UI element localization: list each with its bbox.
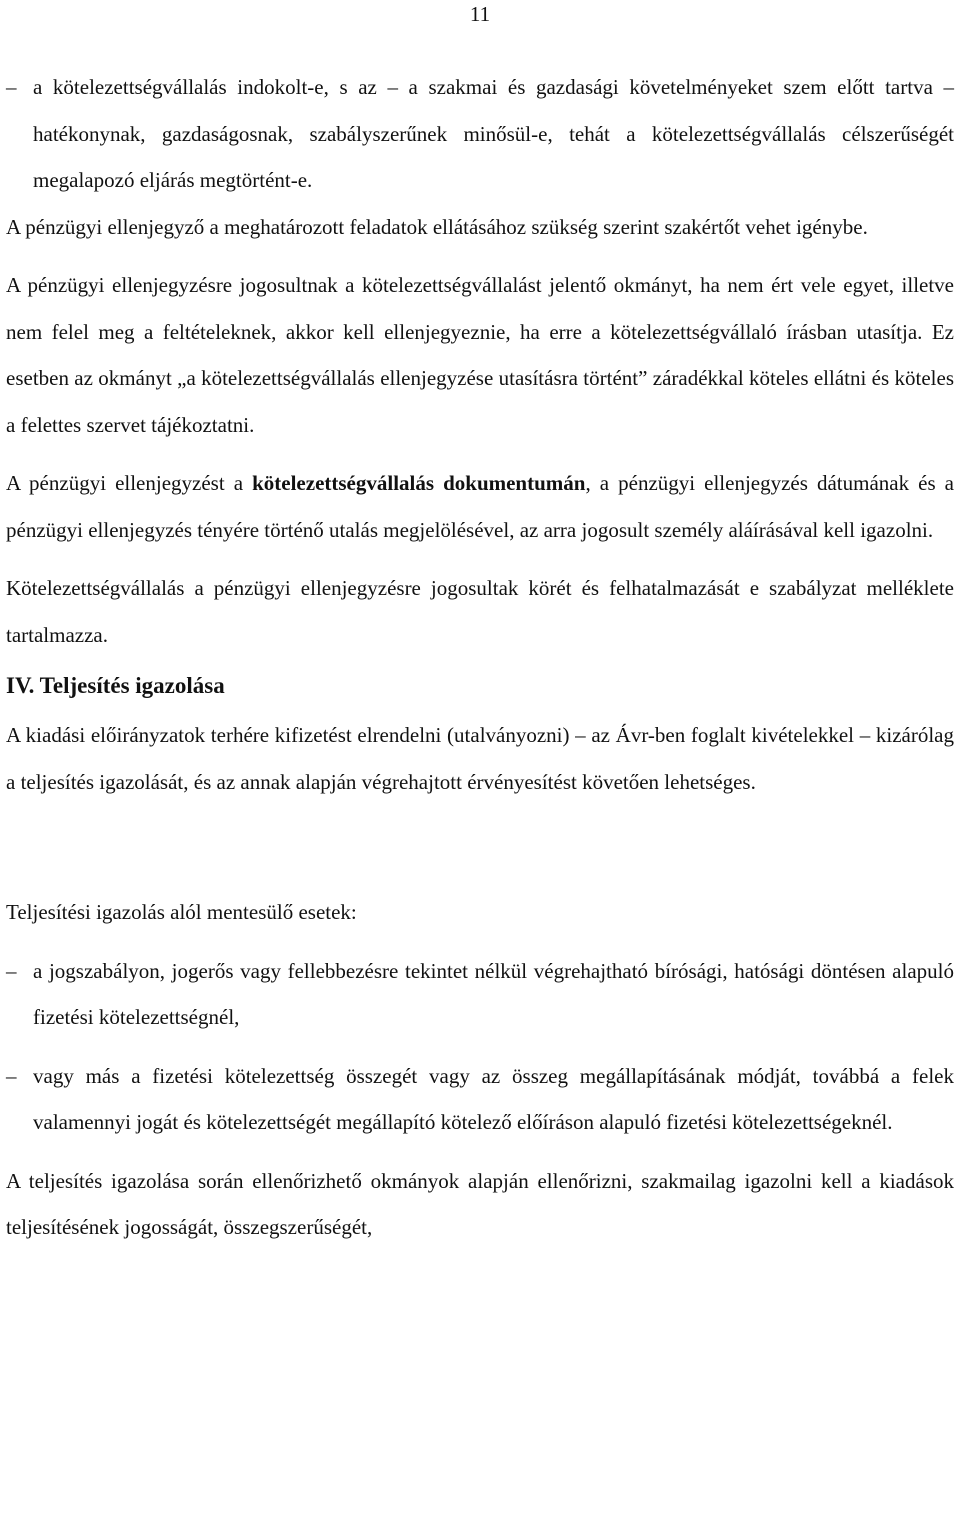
list-item — [6, 64, 954, 204]
dash-bullet: – — [6, 1063, 17, 1088]
paragraph-countersign-instruction: A pénzügyi ellenjegyzésre jogosultnak a kötelezettségvállalást jelentő okmányt, ha nem ért vele egyet, illetve nem felel meg a feltételeknek, akkor kell ellenjegyeznie, ha erre a kötelezettségvállaló írásban utasítja. Ez esetben az okmányt „a kötelezettségvállalás ellenjegyzése utasításra történt” záradékkal köteles ellátni és köteles a felettes szervet tájékoztatni. — [6, 273, 954, 437]
dash-bullet: – — [6, 75, 17, 99]
list-item-text: vagy más a fizetési kötelezettség összegét vagy az összeg megállapításának módját, továbbá a felek valamennyi jogát és kötelezettségét megállapító kötelező előíráson alapuló fizetési kötelezettségeknél. — [33, 1063, 954, 1134]
paragraph-annex: Kötelezettségvállalás a pénzügyi ellenjegyzésre jogosultak körét és felhatalmazását e szabályzat melléklete tartalmazza. — [6, 576, 954, 647]
paragraph-text: A pénzügyi ellenjegyzést a — [6, 471, 253, 495]
paragraph-expert: A pénzügyi ellenjegyző a meghatározott feladatok ellátásához szükség szerint szakértőt vehet igénybe. — [6, 214, 868, 239]
paragraph-verification: A teljesítés igazolása során ellenőrizhető okmányok alapján ellenőrizni, szakmailag igazolni kell a kiadások teljesítésének jogosságát, összegszerűségét, — [6, 1168, 954, 1239]
paragraph-countersign-document — [6, 460, 954, 553]
section-heading: IV. Teljesítés igazolása — [6, 673, 225, 698]
page-number: 11 — [469, 2, 491, 26]
paragraph-payment-order: A kiadási előirányzatok terhére kifizetést elrendelni (utalványozni) – az Ávr-ben foglalt kivételekkel – kizárólag a teljesítés igazolását, és az annak alapján végrehajtott érvényesítést követően lehetséges. — [6, 723, 954, 794]
emphasis-text: kötelezettségvállalás dokumentumán — [252, 471, 586, 495]
list-item-text: a kötelezettségvállalás indokolt-e, s az – a szakmai és gazdasági követelményeket szem előtt tartva – hatékonynak, gazdaságosnak, szabályszerűnek minősül-e, tehát a kötelezettségvállalás célszerűségét megalapozó eljárás megtörtént-e. — [33, 75, 954, 192]
paragraph-text: , a pénzügyi ellenjegyzés dátumának és a pénzügyi ellenjegyzés tényére történő utalás megjelölésével, az arra jogosult személy aláírásával kell igazolni. — [6, 471, 954, 542]
list-item — [6, 948, 954, 1041]
document-body — [6, 64, 954, 1251]
dash-bullet: – — [6, 958, 17, 983]
paragraph-exemptions-intro: Teljesítési igazolás alól mentesülő esetek: — [6, 900, 357, 924]
list-item — [6, 1053, 954, 1146]
list-item-text: a jogszabályon, jogerős vagy fellebbezésre tekintet nélkül végrehajtható bírósági, hatósági döntésen alapuló fizetési kötelezettségnél, — [33, 958, 954, 1029]
